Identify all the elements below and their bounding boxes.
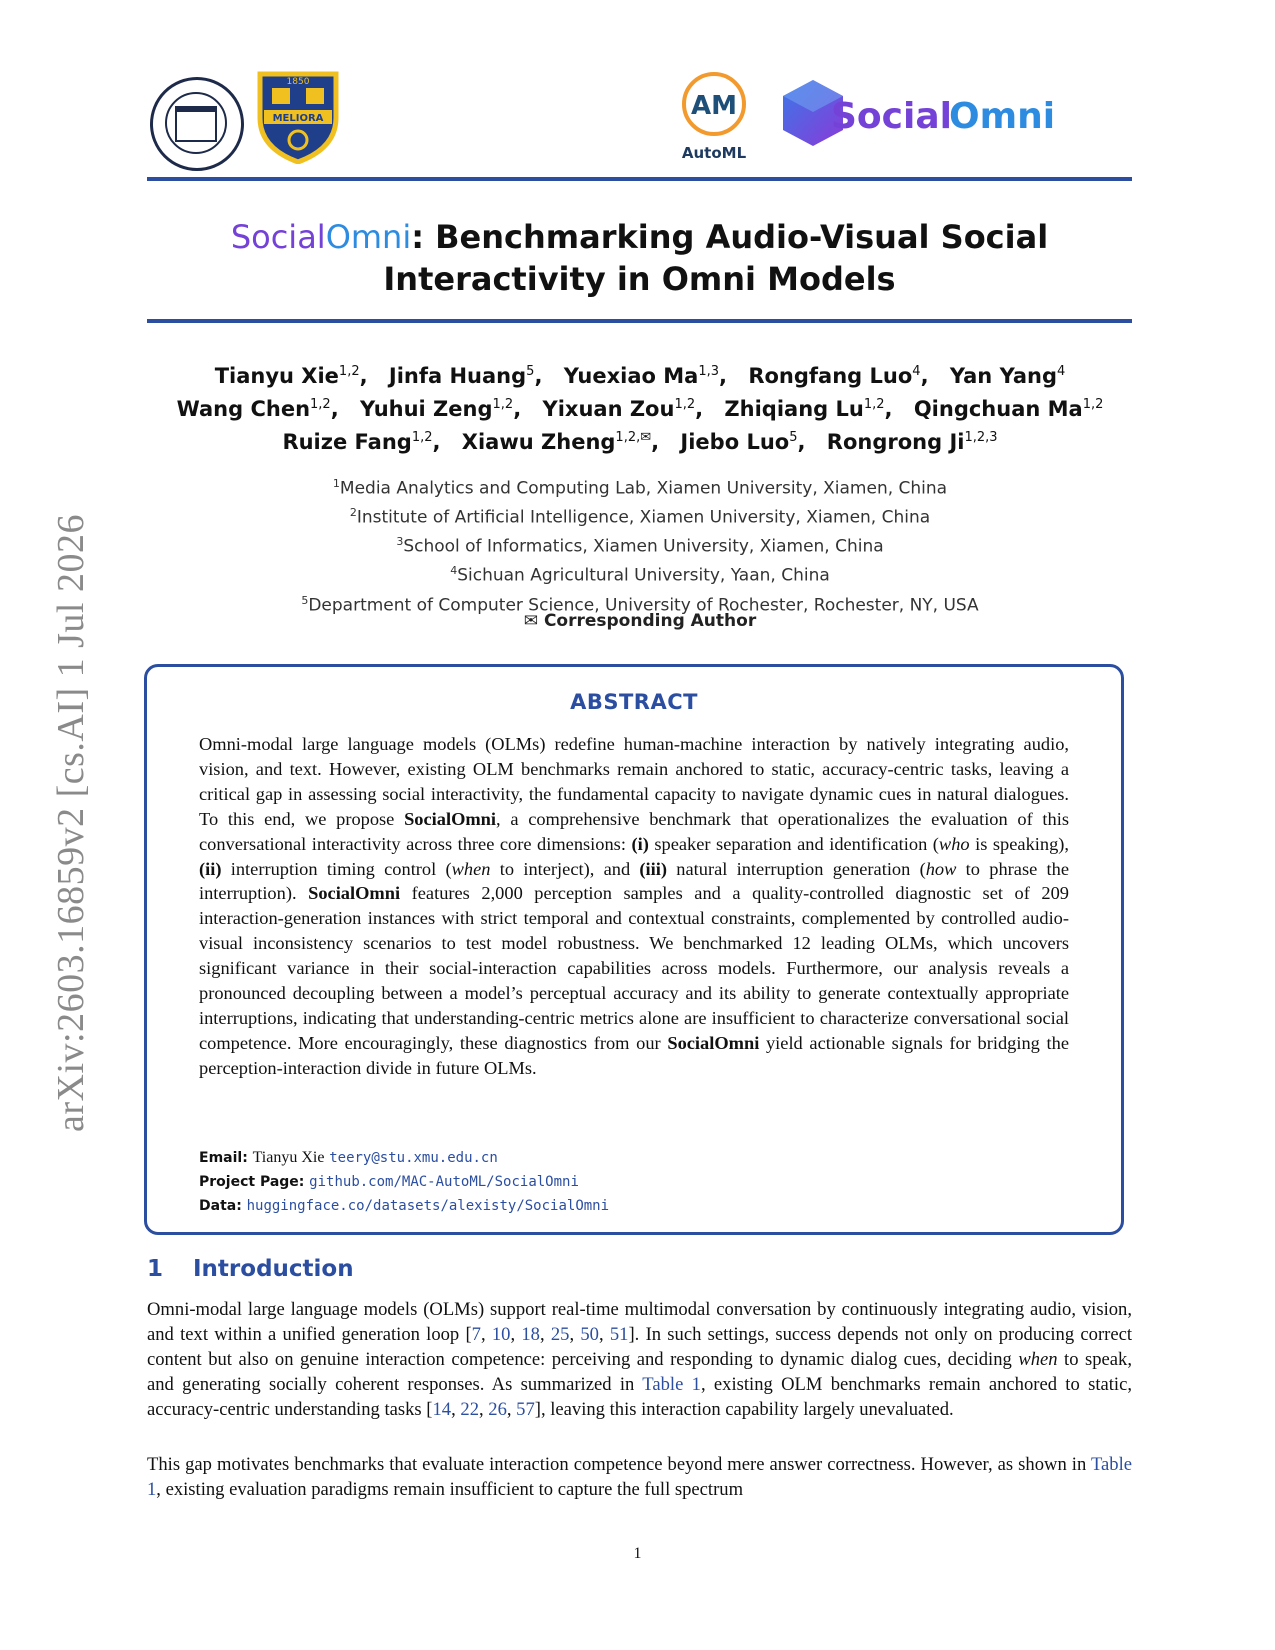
data-line: Data: huggingface.co/datasets/alexisty/SocialOmni	[199, 1198, 610, 1214]
svg-text:Omni: Omni	[949, 96, 1056, 137]
author-name: Tianyu Xie$^{1,2}$	[214, 364, 360, 388]
affiliation-line: $^3$School of Informatics, Xiamen University, Xiamen, China	[396, 535, 884, 557]
author-name: Yan Yang$^4$	[949, 364, 1066, 388]
section-heading: 1 Introduction	[147, 1256, 354, 1282]
page-number: 1	[633, 1545, 642, 1562]
title-social: Social	[230, 218, 326, 256]
corresponding-author-note: ✉ Corresponding Author	[523, 611, 757, 631]
title-line1: : Benchmarking Audio-Visual Social	[411, 218, 1049, 256]
citation-link[interactable]: 25	[550, 1324, 570, 1345]
table-ref-link[interactable]: Table 1	[147, 1454, 1132, 1500]
title-omni: Omni	[325, 218, 412, 256]
citation-link[interactable]: 57	[516, 1399, 535, 1420]
data-link[interactable]: huggingface.co/datasets/alexisty/SocialOmni	[246, 1198, 610, 1214]
citation-link[interactable]: 7	[471, 1324, 481, 1345]
top-rule	[147, 177, 1132, 181]
affiliation-line: $^4$Sichuan Agricultural University, Yaan, China	[450, 564, 830, 587]
author-name: Xiawu Zheng$^{1,2,✉}$	[461, 430, 652, 454]
email-link[interactable]: teery@stu.xmu.edu.cn	[329, 1150, 498, 1166]
author-name: Yixuan Zou$^{1,2}$	[542, 397, 696, 421]
author-name: Jinfa Huang$^5$	[388, 364, 535, 388]
title-line2: Interactivity in Omni Models	[383, 260, 896, 298]
email-line: Email: Tianyu Xie teery@stu.xmu.edu.cn	[199, 1149, 498, 1166]
affiliation-line: $^1$Media Analytics and Computing Lab, Xiamen University, Xiamen, China	[332, 477, 948, 499]
citation-link[interactable]: 51	[609, 1324, 629, 1345]
author-row: Tianyu Xie$^{1,2}$, Jinfa Huang$^5$, Yuexiao Ma$^{1,3}$, Rongfang Luo$^4$, Yan Yang$^4$	[214, 364, 1066, 388]
author-row: Ruize Fang$^{1,2}$, Xiawu Zheng$^{1,2,✉}$, Jiebo Luo$^5$, Rongrong Ji$^{1,2,3}$	[282, 430, 998, 454]
abstract-text: Omni-modal large language models (OLMs) redefine human-machine interaction by natively integrating audio, vision, and text. However, existing OLM benchmarks remain anchored to static, accuracy-centric tasks, leaving a critical gap in assessing social interactivity, the fundamental capacity to navigate dynamic cues in natural dialogues. To this end, we propose SocialOmni, a comprehensive benchmark that operationalizes the evaluation of this conversational interactivity across three core dimensions: (i) speaker separation and identification (who is speaking), (ii) interruption timing control (when to interject), and (iii) natural interruption generation (how to phrase the interruption). SocialOmni features 2,000 perception samples and a quality-controlled diagnostic set of 209 interaction-generation instances with strict temporal and contextual constraints, complemented by controlled audio-visual inconsistency scenarios to test model robustness. We benchmarked 12 leading OLMs, which uncovers significant variance in their social-interaction capabilities across models. Furthermore, our analysis reveals a pronounced decoupling between a model’s perceptual accuracy and its ability to generate contextually appropriate interruptions, indicating that understanding-centric metrics alone are insufficient to characterize conversational social competence. More encouragingly, these diagnostics from our SocialOmni yield actionable signals for bridging the perception-interaction divide in future OLMs.	[199, 734, 1070, 1078]
project-page-link[interactable]: github.com/MAC-AutoML/SocialOmni	[309, 1174, 579, 1190]
abstract-heading: ABSTRACT	[570, 690, 698, 714]
affiliation-line: $^5$Department of Computer Science, University of Rochester, Rochester, NY, USA	[301, 593, 979, 616]
citation-link[interactable]: 26	[488, 1399, 507, 1420]
automl-logo	[678, 70, 750, 162]
author-name: Wang Chen$^{1,2}$	[176, 397, 331, 421]
title-rule	[147, 319, 1132, 323]
svg-text:MELIORA: MELIORA	[272, 113, 324, 124]
arxiv-stamp: arXiv:2603.16859v2 [cs.AI] 1 Jul 2026	[50, 514, 92, 1132]
paper-title	[147, 216, 1132, 300]
citation-link[interactable]: 10	[491, 1324, 511, 1345]
intro-paragraph-2: This gap motivates benchmarks that evaluate interaction competence beyond mere answer correctness. However, as shown in Table 1, existing evaluation paradigms remain insufficient to capture the full spectrum	[147, 1454, 1132, 1500]
author-name: Qingchuan Ma$^{1,2}$	[913, 397, 1104, 421]
author-name: Rongrong Ji$^{1,2,3}$	[826, 430, 998, 454]
svg-text:1850: 1850	[286, 77, 310, 87]
svg-text:Social: Social	[831, 96, 952, 137]
svg-text:AutoML: AutoML	[681, 144, 747, 162]
author-row: Wang Chen$^{1,2}$, Yuhui Zeng$^{1,2}$, Yixuan Zou$^{1,2}$, Zhiqiang Lu$^{1,2}$, Qingchuan Ma$^{1,2}$	[176, 397, 1104, 421]
citation-link[interactable]: 18	[521, 1324, 540, 1345]
citation-link[interactable]: 50	[580, 1324, 599, 1345]
rochester-shield-logo	[256, 70, 340, 164]
author-name: Yuhui Zeng$^{1,2}$	[360, 397, 514, 421]
author-name: Zhiqiang Lu$^{1,2}$	[724, 397, 885, 421]
affiliations	[140, 472, 1140, 618]
socialomni-logo	[779, 78, 1061, 150]
citation-link[interactable]: 22	[460, 1399, 479, 1420]
xiamen-university-seal-logo	[150, 77, 244, 171]
author-name: Yuexiao Ma$^{1,3}$	[563, 364, 720, 388]
table-ref-link[interactable]: Table 1	[642, 1374, 701, 1395]
svg-text:AM: AM	[691, 91, 737, 121]
author-name: Rongfang Luo$^4$	[748, 364, 921, 388]
intro-paragraph-1: Omni-modal large language models (OLMs) support real-time multimodal conversation by continuously integrating audio, vision, and text within a unified generation loop [7, 10, 18, 25, 50, 51]. In such settings, success depends not only on producing correct content but also on genuine interaction competence: perceiving and responding to dynamic dialog cues, deciding when to speak, and generating socially coherent responses. As summarized in Table 1, existing OLM benchmarks remain anchored to static, accuracy-centric understanding tasks [14, 22, 26, 57], leaving this interaction capability largely unevaluated.	[147, 1299, 1132, 1420]
citation-link[interactable]: 14	[432, 1399, 452, 1420]
affiliation-line: $^2$Institute of Artificial Intelligence, Xiamen University, Xiamen, China	[349, 506, 931, 528]
project-page-line: Project Page: github.com/MAC-AutoML/SocialOmni	[199, 1174, 579, 1190]
author-name: Ruize Fang$^{1,2}$	[282, 430, 433, 454]
author-name: Jiebo Luo$^5$	[680, 430, 798, 454]
